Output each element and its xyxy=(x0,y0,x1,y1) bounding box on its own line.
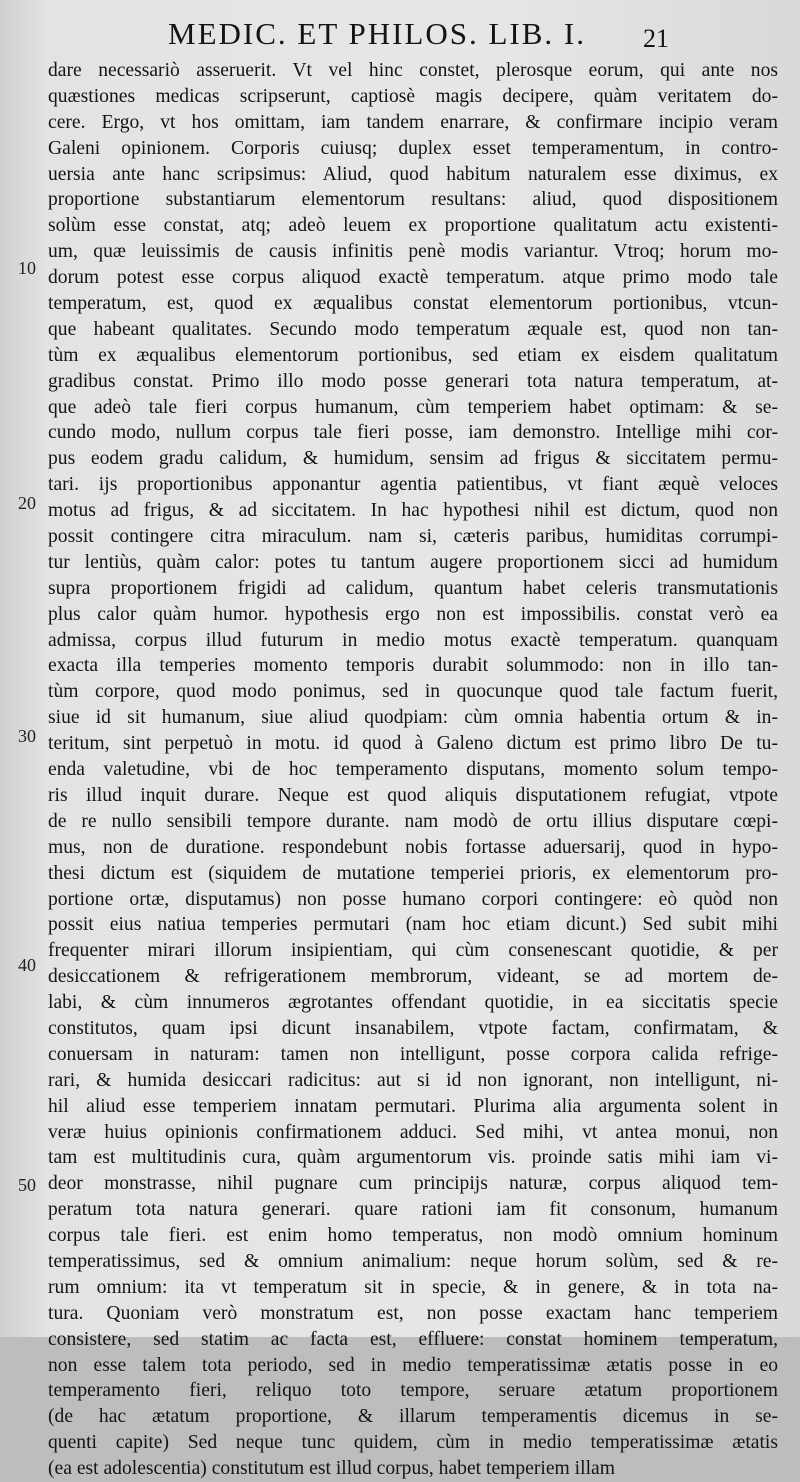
text-line: labi, & cùm innumeros ægrotantes offendant quotidie, in ea siccitatis specie xyxy=(48,992,778,1014)
text-line: cundo modo, nullum corpus tale fieri posse, iam demonstro. Intellige mihi cor- xyxy=(48,422,778,444)
text-line: proportione substantiarum elementorum resultans: aliud, quod dispositionem xyxy=(48,189,778,211)
text-line: pus eodem gradu calidum, & humidum, sensim ad frigus & siccitatem permu- xyxy=(48,448,778,470)
running-title: MEDIC. ET PHILOS. LIB. I. xyxy=(168,16,586,51)
text-line: constitutos, quam ipsi dicunt insanabilem, vtpote factam, confirmatam, & xyxy=(48,1017,778,1039)
text-line: mus, non de duratione. respondebunt nobis fortasse aduersarij, quod in hypo- xyxy=(48,836,778,858)
text-line: thesi dictum est (siquidem de mutatione temperiei prioris, ex elementorum pro- xyxy=(48,862,778,884)
text-line: tùm ex æqualibus elementorum portionibus, sed etiam ex eisdem qualitatum xyxy=(48,344,778,366)
text-line: cere. Ergo, vt hos omittam, iam tandem enarrare, & confirmare incipio veram xyxy=(48,111,778,133)
margin-line-number: 20 xyxy=(18,493,36,513)
text-line: frequenter mirari illorum insipientiam, qui cùm consenescant quotidie, & per xyxy=(48,940,778,962)
text-line: desiccationem & refrigerationem membrorum, videant, se ad mortem de- xyxy=(48,966,778,988)
text-line: veræ huius opinionis confirmationem adduci. Sed mihi, vt antea monui, non xyxy=(48,1121,778,1143)
text-line: exacta illa temperies momento temporis durabit solummodo: non in illo tan- xyxy=(48,655,778,677)
text-line: tam est multitudinis cura, quàm argumentorum vis. proinde satis mihi iam vi- xyxy=(48,1147,778,1169)
text-line: solùm esse constat, atq; adeò leuem ex proportione qualitatum actu existenti- xyxy=(48,215,778,237)
text-line: rari, & humida desiccari radicitus: aut si id non ignorant, non intelligunt, ni- xyxy=(48,1069,778,1091)
margin-line-number: 50 xyxy=(18,1175,36,1195)
text-line: plus calor quàm humor. hypothesis ergo non est impossibilis. constat verò ea xyxy=(48,603,778,625)
text-line: hil aliud esse temperiem innatam permutari. Plurima alia argumenta solent in xyxy=(48,1095,778,1117)
text-line: quæstiones medicas scripserunt, captiosè magis decipere, quàm veritatem do- xyxy=(48,85,778,107)
text-line: deor monstrasse, nihil pugnare cum principijs naturæ, corpus aliquod tem- xyxy=(48,1173,778,1195)
page-number: 21 xyxy=(643,24,669,53)
text-line: Galeni opinionem. Corporis cuiusq; duplex esset temperamentum, in contro- xyxy=(48,137,778,159)
text-line: possit eius natiua temperies permutari (nam hoc etiam dicunt.) Sed subit mihi xyxy=(48,914,778,936)
text-line: temperamento fieri, reliquo toto tempore, seruare ætatum proportionem xyxy=(48,1380,778,1402)
text-line: um, quæ leuissimis de causis infinitis penè modis variantur. Vtroq; horum mo- xyxy=(48,241,778,263)
text-line: supra proportionem frigidi ad calidum, quantum habet celeris transmutationis xyxy=(48,577,778,599)
text-line: tari. ijs proportionibus apponantur agentia patientibus, vt fiant æquè veloces xyxy=(48,474,778,496)
text-line: temperatum, est, quod ex æqualibus constat elementorum portionibus, vtcun- xyxy=(48,293,778,315)
text-line: tura. Quoniam verò monstratum est, non posse exactam hanc temperiem xyxy=(48,1302,778,1324)
text-line: teritum, sint perpetuò in motu. id quod à Galeno dictum est primo libro De tu- xyxy=(48,733,778,755)
margin-line-number: 40 xyxy=(18,955,36,975)
text-line: non esse talem tota periodo, sed in medio temperatissimæ ætatis posse in eo xyxy=(48,1354,778,1376)
text-line: gradibus constat. Primo illo modo posse generari tota natura temperatum, at- xyxy=(48,370,778,392)
text-line: de re nullo sensibili tempore durante. nam modò de ortu illius disputare cœpi- xyxy=(48,810,778,832)
text-line: siue id sit humanum, siue aliud quodpiam: cùm omnia habentia ortum & in- xyxy=(48,707,778,729)
text-line: tur lentiùs, quàm calor: potes tu tantum augere proportionem sicci ad humidum xyxy=(48,551,778,573)
text-line: peratum tota natura generari. quare rationi iam fit consonum, humanum xyxy=(48,1199,778,1221)
text-line: dare necessariò asseruerit. Vt vel hinc constet, plerosque eorum, qui ante nos xyxy=(48,60,778,81)
text-line: que habeant qualitates. Secundo modo temperatum æquale est, quod non tan- xyxy=(48,318,778,340)
body-text xyxy=(48,58,778,1482)
text-line: consistere, sed statim ac facta est, effluere: constat hominem temperatum, xyxy=(48,1328,778,1350)
text-line: motus ad frigus, & ad siccitatem. In hac hypothesi nihil est dictum, quod non xyxy=(48,500,778,522)
text-line: uersia ante hanc scripsimus: Aliud, quod habitum naturalem esse diximus, ex xyxy=(48,163,778,185)
text-line: (ea est adolescentia) constitutum est illud corpus, habet temperiem illam xyxy=(48,1458,615,1480)
page-header xyxy=(0,16,800,56)
text-line: admissa, corpus illud futurum in medio motus exactè temperatum. quanquam xyxy=(48,629,778,651)
text-line: ris illud inquit durare. Neque est quod aliquis disputationem refugiat, vtpote xyxy=(48,784,778,806)
text-line: temperatissimus, sed & omnium animalium: neque horum solùm, sed & re- xyxy=(48,1250,778,1272)
text-line: rum omnium: ita vt temperatum sit in specie, & in genere, & in tota na- xyxy=(48,1276,778,1298)
text-line: corpus tale fieri. est enim homo temperatus, non modò omnium hominum xyxy=(48,1225,778,1247)
text-line: (de hac ætatum proportione, & illarum temperamentis dicemus in se- xyxy=(48,1406,778,1428)
margin-line-number: 10 xyxy=(18,258,36,278)
text-line: quenti capite) Sed neque tunc quidem, cùm in medio temperatissimæ ætatis xyxy=(48,1432,778,1454)
text-line: possit contingere citra miraculum. nam si, cæteris paribus, humiditas corrumpi- xyxy=(48,526,778,548)
text-line: tùm corpore, quod modo ponimus, sed in quocunque quod tale factum fuerit, xyxy=(48,681,778,703)
text-line: portione ortæ, disputamus) non posse humano corpori contingere: eò quòd non xyxy=(48,888,778,910)
text-line: que adeò tale fieri corpus humanum, cùm temperiem habet optimam: & se- xyxy=(48,396,778,418)
text-line: dorum potest esse corpus aliquod exactè temperatum. atque primo modo tale xyxy=(48,267,778,289)
margin-line-number: 30 xyxy=(18,726,36,746)
text-line: enda valetudine, vbi de hoc temperamento disputans, momento solum tempo- xyxy=(48,759,778,781)
text-line: conuersam in naturam: tamen non intelligunt, posse corpora calida refrige- xyxy=(48,1043,778,1065)
